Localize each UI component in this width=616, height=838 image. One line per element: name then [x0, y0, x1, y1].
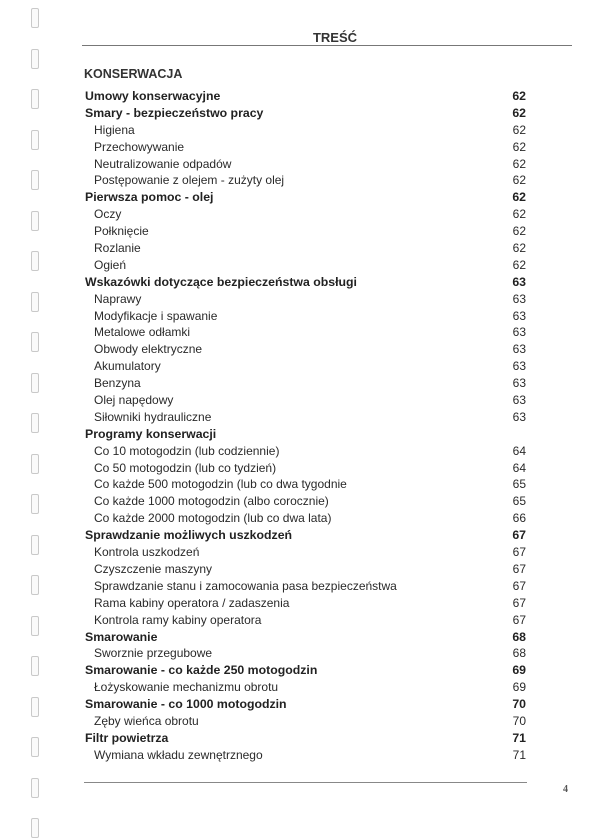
binding-hole [31, 778, 39, 798]
binding-hole [31, 251, 39, 271]
binding-hole [31, 818, 39, 838]
binding-hole [31, 616, 39, 636]
binding-hole [31, 656, 39, 676]
entry-page: 68 [512, 629, 526, 644]
binding-hole [31, 170, 39, 190]
toc-sub-entry [84, 223, 526, 240]
binding-hole [31, 494, 39, 514]
entry-title: Co 10 motogodzin (lub codziennie) [94, 443, 280, 458]
toc-sub-entry [84, 493, 526, 510]
entry-title: Co każde 1000 motogodzin (albo corocznie) [94, 494, 329, 509]
toc-sub-entry [84, 612, 526, 629]
entry-title: Pierwsza pomoc - olej [85, 190, 214, 205]
entry-page: 63 [512, 325, 526, 340]
entry-title: Sworznie przegubowe [94, 646, 213, 661]
entry-page: 68 [512, 646, 526, 661]
entry-title: Akumulatory [94, 359, 161, 374]
entry-title: Ogień [94, 257, 127, 272]
binding-hole [31, 89, 39, 109]
entry-page: 69 [512, 663, 526, 678]
entry-title: Wskazówki dotyczące bezpieczeństwa obsługi [85, 274, 357, 289]
header-divider [82, 45, 572, 46]
entry-page: 70 [512, 697, 526, 712]
entry-title: Rama kabiny operatora / zadaszenia [94, 595, 290, 610]
toc-sub-entry [84, 156, 526, 173]
toc-sub-entry [84, 544, 526, 561]
entry-title: Łożyskowanie mechanizmu obrotu [94, 680, 279, 695]
entry-page: 62 [512, 122, 526, 137]
entry-title: Siłowniki hydrauliczne [94, 409, 212, 424]
binding-hole [31, 292, 39, 312]
toc-heading-entry [84, 662, 526, 679]
entry-title: Umowy konserwacyjne [85, 89, 221, 103]
entry-title: Smary - bezpieczeństwo pracy [85, 105, 264, 120]
entry-title: Metalowe odłamki [94, 325, 191, 340]
toc-sub-entry [84, 291, 526, 308]
toc-sub-entry [84, 358, 526, 375]
toc-sub-entry [84, 257, 526, 274]
entry-title: Benzyna [94, 376, 141, 391]
entry-page: 65 [512, 477, 526, 492]
binding-hole [31, 211, 39, 231]
toc-sub-entry [84, 645, 526, 662]
entry-title: Olej napędowy [94, 393, 174, 408]
toc-heading-entry [84, 730, 526, 747]
entry-title: Rozlanie [94, 241, 141, 256]
toc-heading-entry [84, 527, 526, 544]
toc-sub-entry [84, 510, 526, 527]
entry-title: Kontrola ramy kabiny operatora [94, 612, 262, 627]
toc-sub-entry [84, 324, 526, 341]
toc-sub-entry [84, 578, 526, 595]
entry-page: 63 [512, 308, 526, 323]
entry-page: 71 [512, 747, 526, 762]
binding-hole [31, 373, 39, 393]
binding-hole [31, 697, 39, 717]
binding-hole [31, 535, 39, 555]
binding-hole [31, 454, 39, 474]
entry-title: Co 50 motogodzin (lub co tydzień) [94, 460, 277, 475]
entry-page: 64 [512, 443, 526, 458]
entry-title: Naprawy [94, 291, 142, 306]
binding-hole [31, 49, 39, 69]
entry-title: Sprawdzanie stanu i zamocowania pasa bezpieczeństwa [94, 578, 397, 593]
entry-page: 69 [512, 680, 526, 695]
entry-page: 62 [512, 105, 526, 120]
entry-page: 62 [512, 257, 526, 272]
toc-sub-entry [84, 460, 526, 477]
toc-sub-entry [84, 122, 526, 139]
toc-sub-entry [84, 476, 526, 493]
entry-page: 62 [512, 139, 526, 154]
entry-title: Czyszczenie maszyny [94, 561, 213, 576]
entry-title: Sprawdzanie możliwych uszkodzeń [85, 528, 293, 543]
toc-heading-entry [84, 88, 526, 105]
entry-title: Smarowanie [85, 629, 158, 644]
entry-page: 62 [512, 156, 526, 171]
binding-hole [31, 130, 39, 150]
entry-title: Modyfikacje i spawanie [94, 308, 218, 323]
entry-page: 67 [512, 578, 526, 593]
entry-page: 67 [512, 561, 526, 576]
entry-title: Połknięcie [94, 224, 149, 239]
toc-sub-entry [84, 561, 526, 578]
toc-heading-entry [84, 189, 526, 206]
entry-page: 70 [512, 713, 526, 728]
toc-sub-entry [84, 409, 526, 426]
entry-title: Co każde 2000 motogodzin (lub co dwa lata) [94, 511, 332, 526]
entry-page: 62 [512, 89, 526, 103]
entry-title: Zęby wieńca obrotu [94, 713, 199, 728]
entry-page: 67 [512, 545, 526, 560]
toc-sub-entry [84, 308, 526, 325]
entry-title: Przechowywanie [94, 139, 185, 154]
toc-sub-entry [84, 595, 526, 612]
entry-title: Co każde 500 motogodzin (lub co dwa tygodnie [94, 477, 347, 492]
binding-hole [31, 413, 39, 433]
entry-page: 62 [512, 224, 526, 239]
entry-page: 64 [512, 460, 526, 475]
toc-sub-entry [84, 392, 526, 409]
entry-title: Neutralizowanie odpadów [94, 156, 232, 171]
toc-sub-entry [84, 443, 526, 460]
toc-sub-entry [84, 240, 526, 257]
entry-title: Smarowanie - co każde 250 motogodzin [85, 663, 318, 678]
entry-page: 71 [512, 730, 526, 745]
entry-title: Smarowanie - co 1000 motogodzin [85, 697, 287, 712]
entry-page: 63 [512, 393, 526, 408]
footer-divider [84, 782, 527, 783]
entry-page: 63 [512, 274, 526, 289]
entry-page: 63 [512, 359, 526, 374]
entry-page: 66 [512, 511, 526, 526]
toc-sub-entry [84, 747, 526, 764]
toc-sub-entry [84, 172, 526, 189]
entry-page: 63 [512, 342, 526, 357]
toc-heading-entry [84, 274, 526, 291]
entry-title: Wymiana wkładu zewnętrznego [94, 747, 263, 762]
entry-page: 63 [512, 291, 526, 306]
section-heading: KONSERWACJA [84, 67, 183, 81]
binding-hole [31, 332, 39, 352]
toc-sub-entry [84, 139, 526, 156]
page-title: TREŚĆ [312, 30, 358, 45]
toc-heading-entry [84, 105, 526, 122]
toc-sub-entry [84, 713, 526, 730]
entry-page: 67 [512, 612, 526, 627]
binding-hole [31, 8, 39, 28]
entry-title: Obwody elektryczne [94, 342, 203, 357]
entry-title: Kontrola uszkodzeń [94, 545, 200, 560]
entry-title: Oczy [94, 207, 122, 222]
entry-page: 63 [512, 409, 526, 424]
entry-page: 63 [512, 376, 526, 391]
binding-hole [31, 575, 39, 595]
toc-heading-entry [84, 696, 526, 713]
toc-sub-entry [84, 679, 526, 696]
toc-sub-entry [84, 375, 526, 392]
entry-title: Higiena [94, 122, 135, 137]
toc-heading-entry [84, 629, 526, 646]
entry-page: 67 [512, 595, 526, 610]
toc-sub-entry [84, 341, 526, 358]
page-number: 4 [563, 784, 568, 795]
entry-title: Programy konserwacji [85, 426, 217, 441]
entry-page: 62 [512, 173, 526, 188]
entry-page: 62 [512, 207, 526, 222]
entry-page: 65 [512, 494, 526, 509]
toc-heading-entry [84, 426, 526, 443]
binding-hole [31, 737, 39, 757]
entry-title: Postępowanie z olejem - zużyty olej [94, 173, 285, 188]
entry-page: 67 [512, 528, 526, 543]
table-of-contents [84, 88, 526, 764]
entry-title: Filtr powietrza [85, 730, 169, 745]
toc-sub-entry [84, 206, 526, 223]
entry-page: 62 [512, 190, 526, 205]
entry-page: 62 [512, 241, 526, 256]
